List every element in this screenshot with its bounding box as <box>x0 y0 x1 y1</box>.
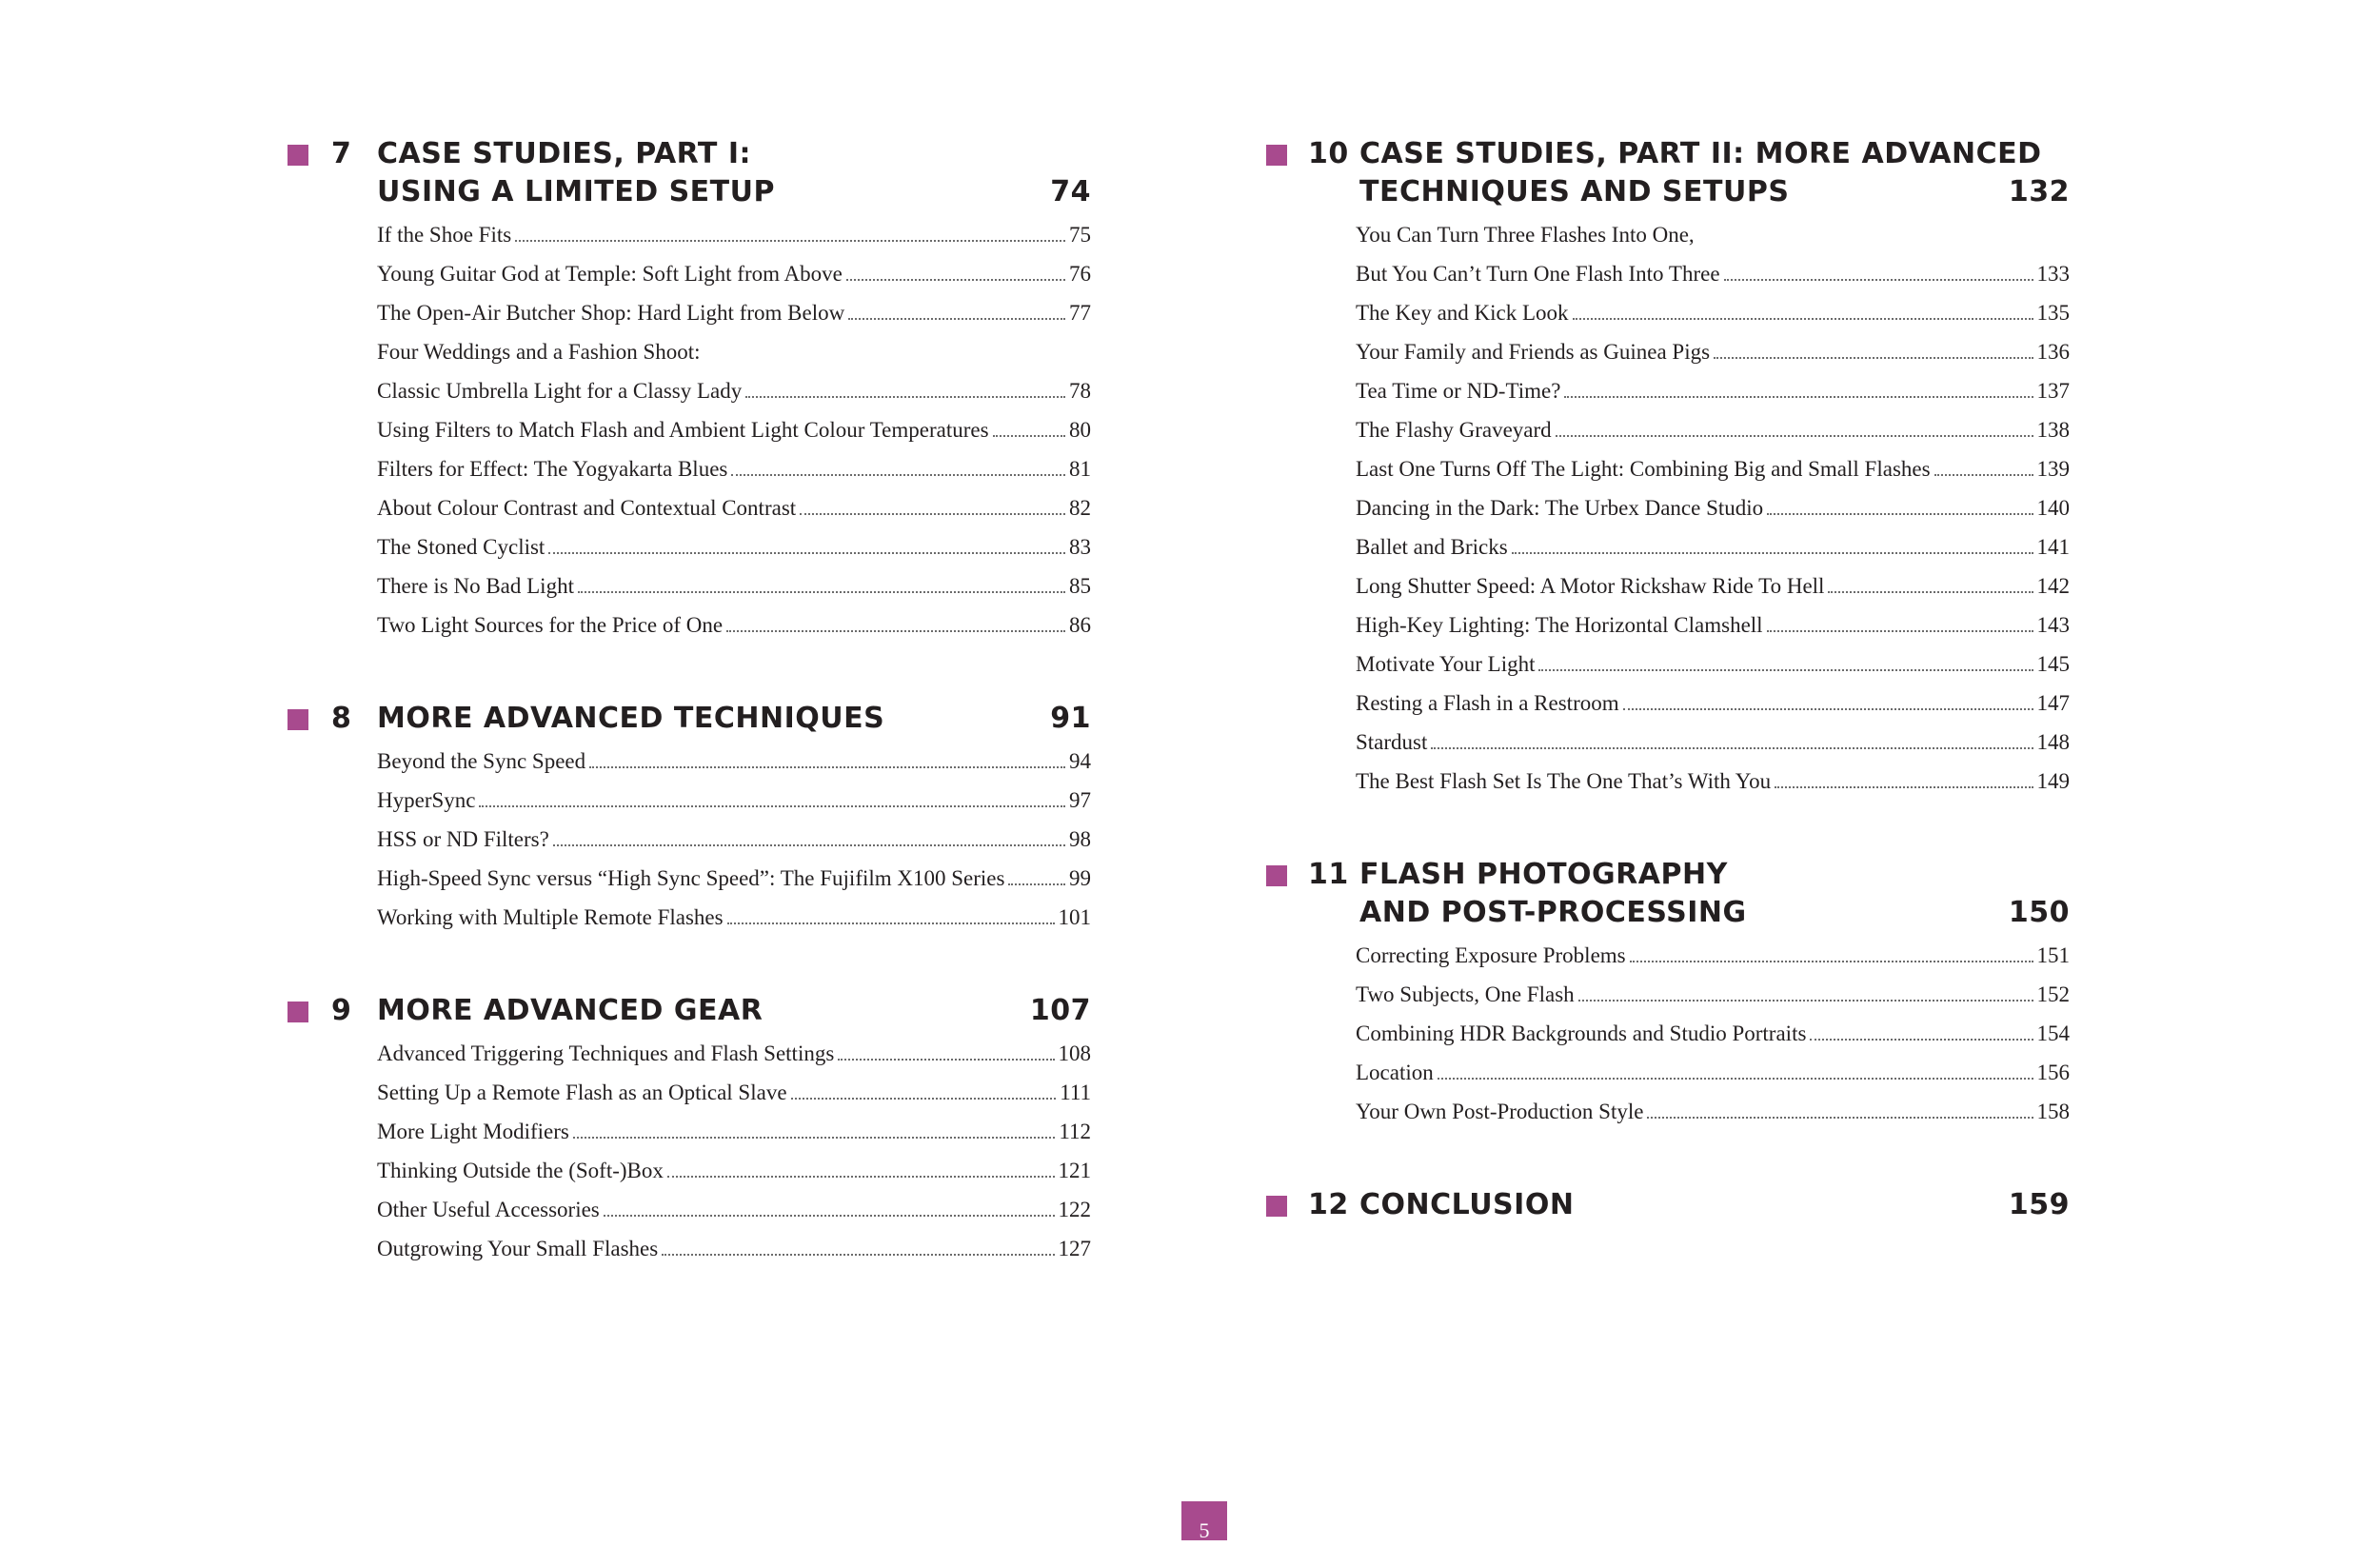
toc-entry[interactable] <box>377 1151 1091 1190</box>
chapter-title-line: CONCLUSION <box>1359 1188 1575 1221</box>
entry-page-number: 158 <box>2036 1100 2070 1123</box>
entry-title: Thinking Outside the (Soft-)Box <box>377 1159 664 1182</box>
chapter-page-number: 132 <box>2008 175 2070 208</box>
chapter-number: 11 <box>1308 858 1349 891</box>
entry-list <box>1266 215 2070 801</box>
toc-entry[interactable] <box>1356 566 2070 605</box>
entry-page-number: 108 <box>1058 1041 1091 1065</box>
entry-title: High-Speed Sync versus “High Sync Speed”: The Fujifilm X100 Series <box>377 866 1005 890</box>
chapter-title-line: CASE STUDIES, PART II: MORE ADVANCED <box>1359 137 2042 170</box>
chapter-title-row <box>1359 1186 2070 1224</box>
entry-page-number: 156 <box>2036 1061 2070 1084</box>
entry-page-number: 111 <box>1060 1081 1091 1104</box>
chapter-heading <box>1266 1186 2070 1224</box>
entry-page-number: 81 <box>1069 457 1091 481</box>
dot-leader <box>791 1098 1057 1100</box>
toc-entry[interactable] <box>377 215 1091 254</box>
toc-entry[interactable] <box>1356 975 2070 1014</box>
dot-leader <box>1431 747 2033 749</box>
entry-title: The Open-Air Butcher Shop: Hard Light from Below <box>377 301 845 325</box>
entry-title: Your Own Post-Production Style <box>1356 1100 1644 1123</box>
dot-leader <box>800 513 1065 515</box>
dot-leader <box>1573 318 2033 320</box>
entry-title: Dancing in the Dark: The Urbex Dance Studio <box>1356 496 1764 520</box>
toc-entry[interactable] <box>1356 605 2070 645</box>
chapter-title-row <box>377 700 1091 738</box>
entry-page-number: 101 <box>1058 905 1091 929</box>
chapter-page-number: 107 <box>1029 994 1091 1027</box>
toc-column-left <box>288 135 1091 1323</box>
toc-entry[interactable] <box>1356 293 2070 332</box>
chapter-7 <box>288 135 1091 645</box>
entry-title: High-Key Lighting: The Horizontal Clamshell <box>1356 613 1763 637</box>
toc-entry[interactable] <box>377 410 1091 449</box>
toc-entry[interactable] <box>1356 527 2070 566</box>
dot-leader <box>1810 1039 2033 1041</box>
entry-title: Last One Turns Off The Light: Combining Big and Small Flashes <box>1356 457 1931 481</box>
entry-title: There is No Bad Light <box>377 574 574 598</box>
entry-page-number: 139 <box>2036 457 2070 481</box>
dot-leader <box>667 1176 1055 1178</box>
dot-leader <box>1564 396 2033 398</box>
entry-page-number: 99 <box>1069 866 1091 890</box>
chapter-10 <box>1266 135 2070 801</box>
toc-entry[interactable] <box>377 820 1091 859</box>
chapter-heading <box>288 135 1091 211</box>
toc-entry[interactable] <box>1356 371 2070 410</box>
entry-title: The Stoned Cyclist <box>377 535 545 559</box>
toc-entry[interactable] <box>377 781 1091 820</box>
entry-page-number: 145 <box>2036 652 2070 676</box>
dot-leader <box>846 279 1065 281</box>
entry-title: Stardust <box>1356 730 1428 754</box>
chapter-page-number: 91 <box>1050 702 1091 735</box>
chapter-title <box>1359 1186 2070 1224</box>
entry-list <box>1266 936 2070 1131</box>
entry-page-number: 137 <box>2036 379 2070 403</box>
entry-title: Tea Time or ND-Time? <box>1356 379 1561 403</box>
toc-entry[interactable] <box>1356 936 2070 975</box>
entry-title: Filters for Effect: The Yogyakarta Blues <box>377 457 728 481</box>
entry-page-number: 140 <box>2036 496 2070 520</box>
entry-page-number: 151 <box>2036 943 2070 967</box>
entry-title: HyperSync <box>377 788 476 812</box>
toc-entry[interactable] <box>377 566 1091 605</box>
toc-entry[interactable] <box>377 1073 1091 1112</box>
chapter-number: 8 <box>331 702 352 735</box>
entry-title: HSS or ND Filters? <box>377 827 549 851</box>
toc-entry[interactable] <box>377 605 1091 645</box>
entry-title: Two Subjects, One Flash <box>1356 982 1575 1006</box>
chapter-number: 7 <box>331 137 352 170</box>
chapter-title <box>377 700 1091 738</box>
entry-page-number: 154 <box>2036 1021 2070 1045</box>
toc-entry[interactable] <box>377 1229 1091 1268</box>
entry-title: Setting Up a Remote Flash as an Optical Slave <box>377 1081 787 1104</box>
toc-entry[interactable] <box>1356 762 2070 801</box>
dot-leader <box>1623 708 2033 710</box>
toc-entry[interactable] <box>377 527 1091 566</box>
dot-leader <box>1775 786 2033 788</box>
dot-leader <box>589 766 1065 768</box>
square-bullet-icon <box>1266 1196 1287 1217</box>
entry-title: Outgrowing Your Small Flashes <box>377 1237 659 1260</box>
dot-leader <box>726 630 1065 632</box>
dot-leader <box>1724 279 2033 281</box>
toc-entry[interactable] <box>377 293 1091 332</box>
toc-entry[interactable] <box>377 1034 1091 1073</box>
entry-page-number: 98 <box>1069 827 1091 851</box>
entry-list <box>288 215 1091 645</box>
dot-leader <box>1538 669 2033 671</box>
entry-page-number: 136 <box>2036 340 2070 364</box>
square-bullet-icon <box>1266 145 1287 166</box>
entry-title: The Key and Kick Look <box>1356 301 1569 325</box>
toc-entry[interactable] <box>1356 410 2070 449</box>
entry-title: Young Guitar God at Temple: Soft Light from Above <box>377 262 843 286</box>
entry-page-number: 142 <box>2036 574 2070 598</box>
entry-page-number: 86 <box>1069 613 1091 637</box>
dot-leader <box>848 318 1065 320</box>
dot-leader <box>838 1059 1054 1061</box>
entry-title: Your Family and Friends as Guinea Pigs <box>1356 340 1711 364</box>
chapter-number: 9 <box>331 994 352 1027</box>
dot-leader <box>578 591 1065 593</box>
chapter-title-line: CASE STUDIES, PART I: <box>377 137 751 170</box>
chapter-11 <box>1266 856 2070 1131</box>
entry-title: About Colour Contrast and Contextual Contrast <box>377 496 797 520</box>
entry-page-number: 138 <box>2036 418 2070 442</box>
entry-title: Correcting Exposure Problems <box>1356 943 1626 967</box>
entry-page-number: 76 <box>1069 262 1091 286</box>
dot-leader <box>479 805 1065 807</box>
entry-title: The Best Flash Set Is The One That’s With You <box>1356 769 1772 793</box>
entry-page-number: 149 <box>2036 769 2070 793</box>
dot-leader <box>1578 1000 2033 1002</box>
page-number: 5 <box>1199 1518 1210 1542</box>
chapter-heading <box>1266 856 2070 932</box>
dot-leader <box>1767 630 2033 632</box>
chapter-title-line: AND POST-PROCESSING <box>1359 896 1747 929</box>
chapter-title <box>377 992 1091 1030</box>
entry-page-number: 85 <box>1069 574 1091 598</box>
toc-entry[interactable] <box>377 742 1091 781</box>
entry-title: Location <box>1356 1061 1434 1084</box>
chapter-page-number: 74 <box>1050 175 1091 208</box>
entry-title: More Light Modifiers <box>377 1120 569 1143</box>
chapter-title-line: FLASH PHOTOGRAPHY <box>1359 858 1728 891</box>
entry-title: Using Filters to Match Flash and Ambient Light Colour Temperatures <box>377 418 989 442</box>
entry-page-number: 133 <box>2036 262 2070 286</box>
dot-leader <box>553 844 1065 846</box>
entry-page-number: 135 <box>2036 301 2070 325</box>
dot-leader <box>745 396 1065 398</box>
entry-title: Long Shutter Speed: A Motor Rickshaw Ride To Hell <box>1356 574 1825 598</box>
entry-title: Two Light Sources for the Price of One <box>377 613 724 637</box>
toc-entry[interactable] <box>377 371 1091 410</box>
entry-page-number: 80 <box>1069 418 1091 442</box>
dot-leader <box>1934 474 2033 476</box>
entry-title: Advanced Triggering Techniques and Flash Settings <box>377 1041 835 1065</box>
entry-page-number: 94 <box>1069 749 1091 773</box>
toc-entry[interactable] <box>377 1112 1091 1151</box>
entry-page-number: 141 <box>2036 535 2070 559</box>
entry-page-number: 77 <box>1069 301 1091 325</box>
chapter-12 <box>1266 1186 2070 1224</box>
dot-leader <box>993 435 1065 437</box>
chapter-9 <box>288 992 1091 1268</box>
dot-leader <box>731 474 1065 476</box>
dot-leader <box>1828 591 2033 593</box>
chapter-title-line: USING A LIMITED SETUP <box>377 175 775 208</box>
chapter-heading <box>288 700 1091 738</box>
dot-leader <box>1008 883 1065 885</box>
toc-entry[interactable] <box>377 488 1091 527</box>
chapter-title-row <box>1359 173 2070 211</box>
entry-page-number: 143 <box>2036 613 2070 637</box>
chapter-title <box>1359 856 2070 932</box>
entry-title: Four Weddings and a Fashion Shoot: <box>377 340 701 364</box>
entry-page-number: 83 <box>1069 535 1091 559</box>
dot-leader <box>604 1215 1055 1217</box>
dot-leader <box>1556 435 2033 437</box>
chapter-title <box>377 135 1091 211</box>
dot-leader <box>515 240 1065 242</box>
dot-leader <box>548 552 1065 554</box>
square-bullet-icon <box>288 709 308 730</box>
entry-title: Beyond the Sync Speed <box>377 749 586 773</box>
entry-list <box>288 1034 1091 1268</box>
chapter-title-line: TECHNIQUES AND SETUPS <box>1359 175 1790 208</box>
toc-entry[interactable] <box>377 859 1091 898</box>
chapter-number: 12 <box>1308 1188 1349 1221</box>
entry-page-number: 112 <box>1059 1120 1091 1143</box>
dot-leader <box>727 922 1055 924</box>
dot-leader <box>573 1137 1055 1139</box>
entry-title: Motivate Your Light <box>1356 652 1536 676</box>
entry-page-number: 97 <box>1069 788 1091 812</box>
chapter-number: 10 <box>1308 137 1349 170</box>
chapter-page-number: 159 <box>2008 1188 2070 1221</box>
entry-title: Combining HDR Backgrounds and Studio Portraits <box>1356 1021 1807 1045</box>
entry-page-number: 152 <box>2036 982 2070 1006</box>
dot-leader <box>662 1254 1054 1256</box>
dot-leader <box>1512 552 2033 554</box>
entry-title: If the Shoe Fits <box>377 223 512 247</box>
entry-title: Ballet and Bricks <box>1356 535 1508 559</box>
toc-entry[interactable] <box>1356 332 2070 371</box>
entry-page-number: 147 <box>2036 691 2070 715</box>
toc-column-right <box>1266 135 2070 1279</box>
toc-entry[interactable] <box>1356 488 2070 527</box>
dot-leader <box>1438 1078 2033 1080</box>
toc-entry[interactable] <box>377 254 1091 293</box>
chapter-title <box>1359 135 2070 211</box>
dot-leader <box>1630 961 2033 962</box>
entry-list <box>288 742 1091 937</box>
square-bullet-icon <box>288 145 308 166</box>
entry-page-number: 75 <box>1069 223 1091 247</box>
entry-title: Classic Umbrella Light for a Classy Lady <box>377 379 743 403</box>
entry-page-number: 121 <box>1058 1159 1091 1182</box>
entry-page-number: 127 <box>1058 1237 1091 1260</box>
chapter-title-line: MORE ADVANCED TECHNIQUES <box>377 702 885 735</box>
entry-title: The Flashy Graveyard <box>1356 418 1552 442</box>
entry-title: You Can Turn Three Flashes Into One, <box>1356 223 1695 247</box>
square-bullet-icon <box>1266 865 1287 886</box>
toc-entry[interactable] <box>377 1190 1091 1229</box>
entry-title: Resting a Flash in a Restroom <box>1356 691 1619 715</box>
toc-entry[interactable] <box>377 332 1091 371</box>
toc-entry[interactable] <box>1356 1092 2070 1131</box>
entry-page-number: 148 <box>2036 730 2070 754</box>
entry-title: Other Useful Accessories <box>377 1198 600 1221</box>
chapter-8 <box>288 700 1091 937</box>
entry-page-number: 78 <box>1069 379 1091 403</box>
chapter-title-row <box>377 992 1091 1030</box>
toc-entry[interactable] <box>1356 1014 2070 1053</box>
entry-title: Working with Multiple Remote Flashes <box>377 905 724 929</box>
toc-entry[interactable] <box>1356 684 2070 723</box>
entry-page-number: 122 <box>1058 1198 1091 1221</box>
toc-entry[interactable] <box>1356 254 2070 293</box>
entry-title: But You Can’t Turn One Flash Into Three <box>1356 262 1720 286</box>
entry-page-number: 82 <box>1069 496 1091 520</box>
chapter-heading <box>288 992 1091 1030</box>
toc-entry[interactable] <box>377 449 1091 488</box>
dot-leader <box>1767 513 2033 515</box>
toc-entry[interactable] <box>1356 1053 2070 1092</box>
chapter-title-row <box>1359 894 2070 932</box>
square-bullet-icon <box>288 1002 308 1022</box>
dot-leader <box>1647 1117 2033 1119</box>
dot-leader <box>1714 357 2033 359</box>
toc-entry[interactable] <box>377 898 1091 937</box>
chapter-page-number: 150 <box>2008 896 2070 929</box>
toc-entry[interactable] <box>1356 449 2070 488</box>
toc-entry[interactable] <box>1356 723 2070 762</box>
chapter-heading <box>1266 135 2070 211</box>
toc-entry[interactable] <box>1356 645 2070 684</box>
chapter-title-line: MORE ADVANCED GEAR <box>377 994 764 1027</box>
chapter-title-row <box>377 173 1091 211</box>
toc-entry[interactable] <box>1356 215 2070 254</box>
